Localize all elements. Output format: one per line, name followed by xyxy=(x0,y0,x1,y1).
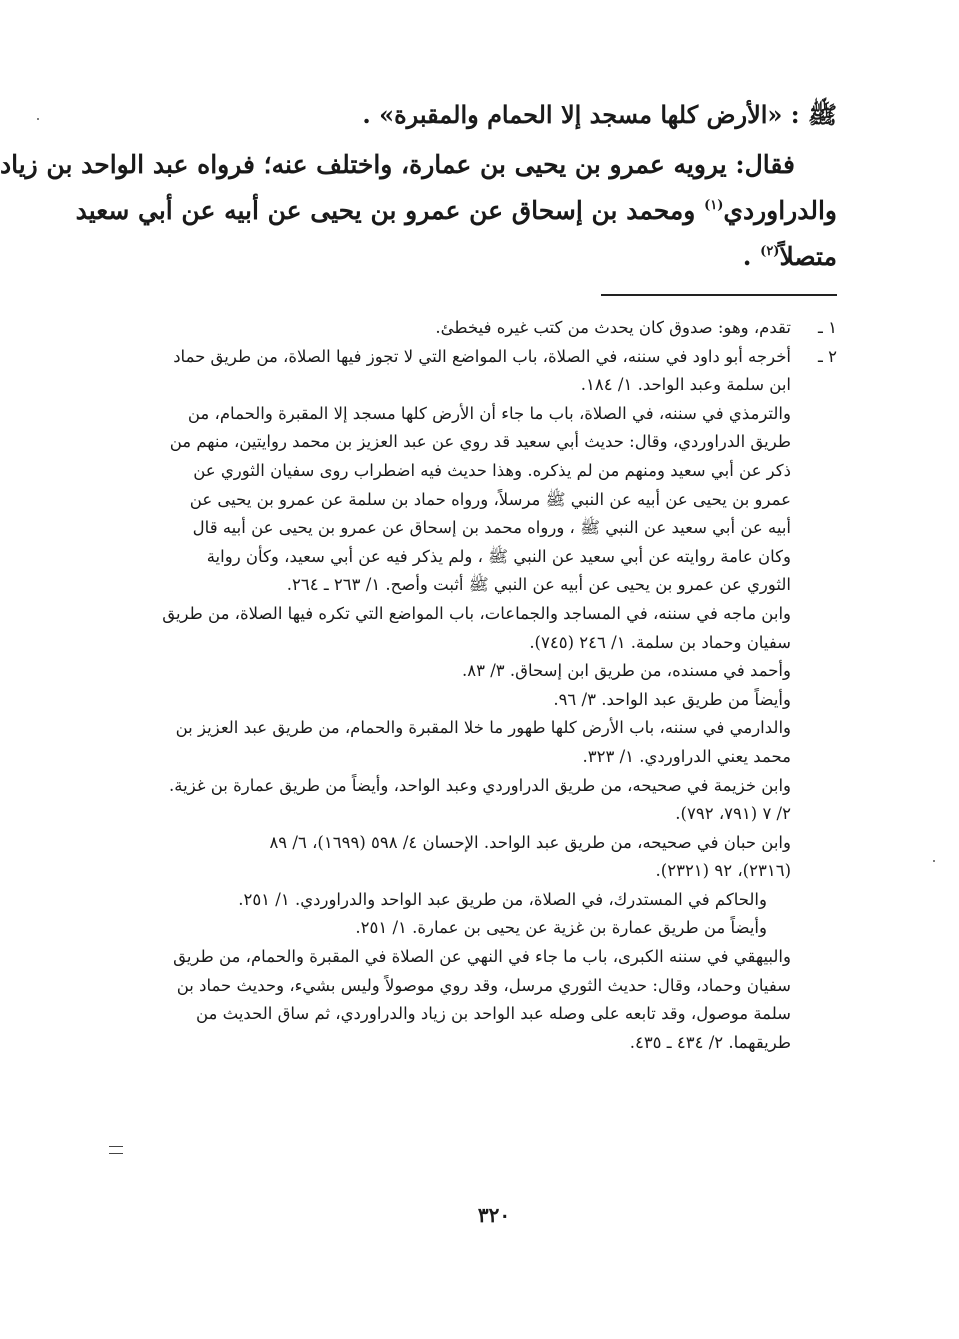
footnote-2-line: والدارمي في سننه، باب الأرض كلها طهور ما خلا المقبرة والحمام، من طريق عبد العزيز بن xyxy=(175,718,791,738)
footnote-2-line: وابن ماجه في سننه، في المساجد والجماعات، باب المواضع التي تكره فيها الصلاة، من طريق xyxy=(162,603,791,623)
main-line-1: ﷺ : «الأرض كلها مسجد إلا الحمام والمقبرة» . xyxy=(362,100,837,129)
footnote-ref-1[interactable]: (١) xyxy=(704,198,724,213)
footnote-2-line: وأيضاً من طريق عبد الواحد. ٣/ ٩٦. xyxy=(553,689,791,709)
footnote-separator xyxy=(601,294,837,296)
page-number: ٣٢٠ xyxy=(477,1203,511,1227)
footnote-2-line: محمد يعني الدراوردي. ١/ ٣٢٣. xyxy=(582,746,791,766)
footnote-2-line: طريقهما. ٢/ ٤٣٤ ـ ٤٣٥. xyxy=(629,1032,791,1052)
footnote-2-line: أخرجه أبو داود في سننه، في الصلاة، باب المواضع التي لا تجوز فيها الصلاة، من طريق حماد xyxy=(173,346,791,366)
footnote-2-line: وكان عامة روايته عن أبي سعيد عن النبي ﷺ ، ولم يذكر فيه عن أبي سعيد، وكأن رواية xyxy=(206,546,791,566)
footnote-2-number: ٢ ـ xyxy=(818,346,837,366)
footnotes xyxy=(129,314,837,1057)
main-line-3-b: ومحمد بن إسحاق عن عمرو بن يحيى عن أبيه عن أبي سعيد xyxy=(75,196,705,225)
footnote-2-line: وابن خزيمة في صحيحه، من طريق الدراوردي وعبد الواحد، وأيضاً من طريق عمارة بن غزية. xyxy=(169,775,791,795)
footnote-2-line: الثوري عن عمرو بن يحيى عن أبيه عن النبي ﷺ أثبت وأصح. ١/ ٢٦٣ ـ ٢٦٤. xyxy=(286,575,791,595)
scan-speck xyxy=(933,860,935,862)
footnote-2-line: (٢٣١٦)، ٩٢ (٢٣٢١). xyxy=(655,861,791,881)
margin-mark xyxy=(109,1146,123,1154)
footnote-2-line: أبيه عن أبي سعيد عن النبي ﷺ ، ورواه محمد بن إسحاق عن عمرو بن يحيى عن أبيه قال xyxy=(192,518,791,538)
footnote-2-line: عمرو بن يحيى عن أبيه عن النبي ﷺ مرسلاً، ورواه حماد بن سلمة عن عمرو بن يحيى عن xyxy=(189,489,791,509)
footnote-1-number: ١ ـ xyxy=(818,318,837,337)
main-line-3-a: والدراوردي xyxy=(723,196,837,225)
footnote-2-line: والحاكم في المستدرك، في الصلاة، من طريق عبد الواحد والدراوردي. ١/ ٢٥١. xyxy=(238,889,767,909)
footnote-2 xyxy=(129,343,837,372)
main-line-3 xyxy=(75,188,837,234)
footnote-1-text: تقدم، وهو: صدوق كان يحدث من كتب غيره فيخطئ. xyxy=(435,318,791,337)
main-line-4 xyxy=(129,234,837,280)
footnote-1 xyxy=(129,314,837,343)
footnote-2-line: والبيهقي في سننه الكبرى، باب ما جاء في النهي عن الصلاة في المقبرة والحمام، من طريق xyxy=(173,947,791,967)
footnote-2-line: طريق الدراوردي، وقال: حديث أبي سعيد قد روي عن عبد العزيز بن محمد روايتين، منهم من xyxy=(169,432,791,452)
main-line-2: فقال: يرويه عمرو بن يحيى بن عمارة، واختلف عنه؛ فرواه عبد الواحد بن زياد xyxy=(0,150,795,179)
footnote-2-line: ٢/ ٧ (٧٩١، ٧٩٢). xyxy=(675,804,791,824)
footnote-2-line: والترمذي في سننه، في الصلاة، باب ما جاء أن الأرض كلها مسجد إلا المقبرة والحمام، من xyxy=(187,403,791,423)
main-line-4-b: . xyxy=(742,242,761,271)
footnote-2-line: سفيان وحماد بن سلمة. ١/ ٢٤٦ (٧٤٥). xyxy=(529,632,791,652)
footnote-2-line: وابن حبان في صحيحه، من طريق عبد الواحد. الإحسان ٤/ ٥٩٨ (١٦٩٩)، ٦/ ٨٩ xyxy=(269,832,791,852)
main-line-4-a: متصلاً xyxy=(779,242,837,271)
footnote-2-line: وأيضاً من طريق عمارة بن غزية عن يحيى بن عمارة. ١/ ٢٥١. xyxy=(355,918,767,938)
footnote-2-line: وأحمد في مسنده، من طريق ابن إسحاق. ٣/ ٨٣. xyxy=(461,661,791,681)
footnote-2-line: سلمة موصول، وقد تابعه على وصله عبد الواحد بن زياد والدراوردي، ثم ساق الحديث من xyxy=(195,1004,791,1024)
main-text xyxy=(0,92,837,280)
footnote-2-line: ابن سلمة وعبد الواحد. ١/ ١٨٤. xyxy=(580,375,791,395)
footnote-2-line: سفيان وحماد، وقال: حديث الثوري مرسل، وقد روي موصولاً وليس بشيء، وحديث حماد بن xyxy=(176,975,791,995)
footnote-ref-2[interactable]: (٢) xyxy=(760,244,780,259)
scan-speck xyxy=(37,118,39,120)
footnote-2-line: ذكر عن أبي سعيد ومنهم من لم يذكره. وهذا حديث فيه اضطراب روى سفيان الثوري عن xyxy=(193,460,791,480)
